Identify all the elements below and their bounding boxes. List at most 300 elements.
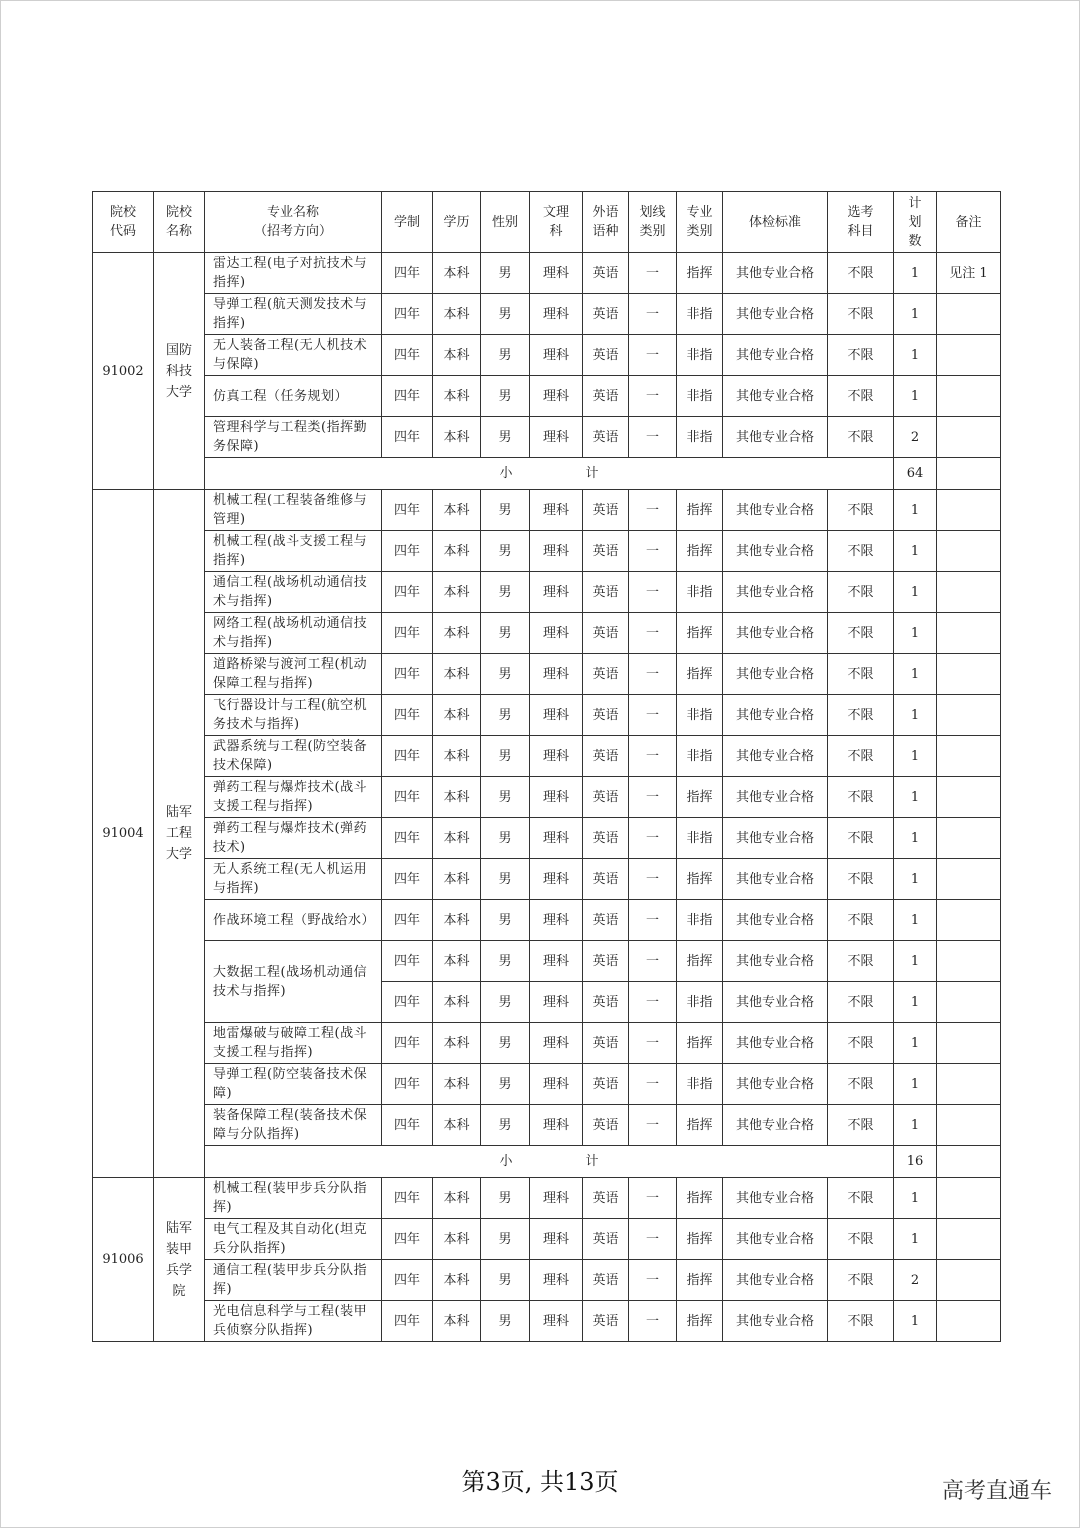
track-cell: 理科 [530, 1219, 583, 1260]
duration-cell: 四年 [382, 490, 433, 531]
plan-cell: 1 [894, 1064, 937, 1105]
school-name-line: 大学 [165, 847, 192, 862]
language-cell: 英语 [583, 253, 629, 294]
line-cell: 一 [629, 1064, 677, 1105]
table-row [93, 695, 1001, 736]
header-subject: 选考 科目 [828, 192, 894, 253]
table-row [93, 253, 1001, 294]
subject-cell: 不限 [828, 1064, 894, 1105]
plan-cell: 2 [894, 417, 937, 458]
table-row [93, 1260, 1001, 1301]
remark-cell [937, 376, 1001, 417]
subtotal-label-char: 计 [585, 466, 599, 481]
track-cell: 理科 [530, 777, 583, 818]
plan-cell: 1 [894, 1178, 937, 1219]
degree-cell: 本科 [433, 490, 481, 531]
degree-cell: 本科 [433, 900, 481, 941]
header-line: 划线 类别 [629, 192, 677, 253]
line-cell: 一 [629, 531, 677, 572]
remark-cell: 见注 1 [937, 253, 1001, 294]
physical-cell: 其他专业合格 [723, 1219, 828, 1260]
major-cell: 机械工程(装甲步兵分队指挥) [205, 1178, 382, 1219]
physical-cell: 其他专业合格 [723, 1178, 828, 1219]
gender-cell: 男 [481, 1301, 530, 1342]
gender-cell: 男 [481, 376, 530, 417]
plan-cell: 1 [894, 613, 937, 654]
physical-cell: 其他专业合格 [723, 900, 828, 941]
school-name-line: 陆军 [165, 1220, 192, 1236]
track-cell: 理科 [530, 1064, 583, 1105]
duration-cell: 四年 [382, 613, 433, 654]
remark-cell [937, 490, 1001, 531]
gender-cell: 男 [481, 900, 530, 941]
degree-cell: 本科 [433, 572, 481, 613]
language-cell: 英语 [583, 736, 629, 777]
degree-cell: 本科 [433, 294, 481, 335]
table-row [93, 859, 1001, 900]
category-cell: 指挥 [677, 1219, 723, 1260]
remark-cell [937, 1260, 1001, 1301]
plan-cell: 1 [894, 531, 937, 572]
physical-cell: 其他专业合格 [723, 777, 828, 818]
category-cell: 指挥 [677, 1301, 723, 1342]
line-cell: 一 [629, 294, 677, 335]
line-cell: 一 [629, 253, 677, 294]
degree-cell: 本科 [433, 531, 481, 572]
subject-cell: 不限 [828, 531, 894, 572]
major-cell: 雷达工程(电子对抗技术与指挥) [205, 253, 382, 294]
gender-cell: 男 [481, 253, 530, 294]
table-row [93, 900, 1001, 941]
category-cell: 非指 [677, 695, 723, 736]
table-row [93, 654, 1001, 695]
duration-cell: 四年 [382, 1105, 433, 1146]
school-name-cell [154, 253, 205, 490]
header-gender: 性别 [481, 192, 530, 253]
language-cell: 英语 [583, 818, 629, 859]
subject-cell: 不限 [828, 900, 894, 941]
physical-cell: 其他专业合格 [723, 1023, 828, 1064]
gender-cell: 男 [481, 1260, 530, 1301]
physical-cell: 其他专业合格 [723, 1260, 828, 1301]
language-cell: 英语 [583, 572, 629, 613]
remark-cell [937, 572, 1001, 613]
category-cell: 指挥 [677, 253, 723, 294]
school-name-line: 兵学 [165, 1262, 192, 1278]
subject-cell: 不限 [828, 572, 894, 613]
subject-cell: 不限 [828, 818, 894, 859]
physical-cell: 其他专业合格 [723, 736, 828, 777]
header-school-name: 院校 名称 [154, 192, 205, 253]
language-cell: 英语 [583, 695, 629, 736]
duration-cell: 四年 [382, 1064, 433, 1105]
major-cell: 网络工程(战场机动通信技术与指挥) [205, 613, 382, 654]
physical-cell: 其他专业合格 [723, 859, 828, 900]
track-cell: 理科 [530, 572, 583, 613]
category-cell: 指挥 [677, 1178, 723, 1219]
remark-cell [937, 1064, 1001, 1105]
degree-cell: 本科 [433, 253, 481, 294]
remark-cell [937, 1105, 1001, 1146]
table-row [93, 1023, 1001, 1064]
plan-cell: 1 [894, 376, 937, 417]
physical-cell: 其他专业合格 [723, 1064, 828, 1105]
duration-cell: 四年 [382, 900, 433, 941]
gender-cell: 男 [481, 1219, 530, 1260]
school-name-cell [154, 490, 205, 1178]
table-row [93, 777, 1001, 818]
plan-cell: 1 [894, 1023, 937, 1064]
plan-cell: 1 [894, 777, 937, 818]
plan-cell: 1 [894, 1301, 937, 1342]
header-plan: 计 划 数 [894, 192, 937, 253]
subject-cell: 不限 [828, 1178, 894, 1219]
remark-cell [937, 736, 1001, 777]
physical-cell: 其他专业合格 [723, 490, 828, 531]
major-cell: 道路桥梁与渡河工程(机动保障工程与指挥) [205, 654, 382, 695]
remark-cell [937, 1219, 1001, 1260]
header-degree: 学历 [433, 192, 481, 253]
subject-cell: 不限 [828, 417, 894, 458]
gender-cell: 男 [481, 1105, 530, 1146]
table-row [93, 941, 1001, 982]
subject-cell: 不限 [828, 859, 894, 900]
subtotal-row [93, 1146, 1001, 1178]
degree-cell: 本科 [433, 1260, 481, 1301]
plan-cell: 1 [894, 335, 937, 376]
line-cell: 一 [629, 900, 677, 941]
subject-cell: 不限 [828, 376, 894, 417]
plan-cell: 1 [894, 736, 937, 777]
duration-cell: 四年 [382, 818, 433, 859]
plan-cell: 1 [894, 572, 937, 613]
physical-cell: 其他专业合格 [723, 253, 828, 294]
degree-cell: 本科 [433, 654, 481, 695]
line-cell: 一 [629, 490, 677, 531]
track-cell: 理科 [530, 531, 583, 572]
table-row [93, 1064, 1001, 1105]
remark-cell [937, 900, 1001, 941]
header-category: 专业 类别 [677, 192, 723, 253]
gender-cell: 男 [481, 818, 530, 859]
language-cell: 英语 [583, 335, 629, 376]
duration-cell: 四年 [382, 294, 433, 335]
language-cell: 英语 [583, 490, 629, 531]
line-cell: 一 [629, 736, 677, 777]
track-cell: 理科 [530, 613, 583, 654]
physical-cell: 其他专业合格 [723, 294, 828, 335]
gender-cell: 男 [481, 294, 530, 335]
major-cell: 机械工程(工程装备维修与管理) [205, 490, 382, 531]
subject-cell: 不限 [828, 1219, 894, 1260]
table-row [93, 417, 1001, 458]
school-name-line: 大学 [165, 384, 192, 400]
subject-cell: 不限 [828, 736, 894, 777]
track-cell: 理科 [530, 417, 583, 458]
category-cell: 指挥 [677, 777, 723, 818]
category-cell: 指挥 [677, 1023, 723, 1064]
gender-cell: 男 [481, 417, 530, 458]
subtotal-label [205, 1146, 894, 1178]
school-code-cell: 91006 [93, 1178, 154, 1342]
table-row [93, 294, 1001, 335]
duration-cell: 四年 [382, 572, 433, 613]
gender-cell: 男 [481, 1023, 530, 1064]
category-cell: 非指 [677, 982, 723, 1023]
subject-cell: 不限 [828, 335, 894, 376]
physical-cell: 其他专业合格 [723, 1301, 828, 1342]
remark-cell [937, 777, 1001, 818]
duration-cell: 四年 [382, 982, 433, 1023]
physical-cell: 其他专业合格 [723, 417, 828, 458]
track-cell: 理科 [530, 294, 583, 335]
remark-cell [937, 654, 1001, 695]
category-cell: 非指 [677, 736, 723, 777]
track-cell: 理科 [530, 654, 583, 695]
track-cell: 理科 [530, 859, 583, 900]
gender-cell: 男 [481, 531, 530, 572]
header-major: 专业名称 （招考方向） [205, 192, 382, 253]
subject-cell: 不限 [828, 1301, 894, 1342]
duration-cell: 四年 [382, 1219, 433, 1260]
category-cell: 非指 [677, 818, 723, 859]
subject-cell: 不限 [828, 294, 894, 335]
subject-cell: 不限 [828, 982, 894, 1023]
language-cell: 英语 [583, 376, 629, 417]
gender-cell: 男 [481, 941, 530, 982]
category-cell: 指挥 [677, 531, 723, 572]
category-cell: 指挥 [677, 490, 723, 531]
duration-cell: 四年 [382, 417, 433, 458]
language-cell: 英语 [583, 1105, 629, 1146]
gender-cell: 男 [481, 654, 530, 695]
gender-cell: 男 [481, 335, 530, 376]
school-name-line: 科技 [165, 363, 192, 379]
gender-cell: 男 [481, 1178, 530, 1219]
major-cell: 作战环境工程（野战给水） [205, 900, 382, 941]
duration-cell: 四年 [382, 859, 433, 900]
school-name-cell [154, 1178, 205, 1342]
degree-cell: 本科 [433, 1301, 481, 1342]
duration-cell: 四年 [382, 376, 433, 417]
category-cell: 指挥 [677, 613, 723, 654]
language-cell: 英语 [583, 1064, 629, 1105]
remark-cell [937, 1023, 1001, 1064]
header-remark: 备注 [937, 192, 1001, 253]
plan-cell: 1 [894, 1219, 937, 1260]
major-cell: 大数据工程(战场机动通信技术与指挥) [205, 941, 382, 1023]
remark-cell [937, 613, 1001, 654]
duration-cell: 四年 [382, 335, 433, 376]
duration-cell: 四年 [382, 654, 433, 695]
plan-cell: 1 [894, 253, 937, 294]
line-cell: 一 [629, 818, 677, 859]
category-cell: 指挥 [677, 1260, 723, 1301]
track-cell: 理科 [530, 1301, 583, 1342]
major-cell: 管理科学与工程类(指挥勤务保障) [205, 417, 382, 458]
track-cell: 理科 [530, 736, 583, 777]
line-cell: 一 [629, 1301, 677, 1342]
category-cell: 指挥 [677, 941, 723, 982]
language-cell: 英语 [583, 900, 629, 941]
gender-cell: 男 [481, 1064, 530, 1105]
degree-cell: 本科 [433, 1064, 481, 1105]
degree-cell: 本科 [433, 417, 481, 458]
plan-cell: 1 [894, 900, 937, 941]
major-cell: 电气工程及其自动化(坦克兵分队指挥) [205, 1219, 382, 1260]
duration-cell: 四年 [382, 1178, 433, 1219]
line-cell: 一 [629, 335, 677, 376]
language-cell: 英语 [583, 1023, 629, 1064]
major-cell: 地雷爆破与破障工程(战斗支援工程与指挥) [205, 1023, 382, 1064]
header-track: 文理 科 [530, 192, 583, 253]
duration-cell: 四年 [382, 941, 433, 982]
physical-cell: 其他专业合格 [723, 982, 828, 1023]
category-cell: 非指 [677, 376, 723, 417]
track-cell: 理科 [530, 1178, 583, 1219]
language-cell: 英语 [583, 294, 629, 335]
language-cell: 英语 [583, 417, 629, 458]
watermark: 高考直通车 [941, 1479, 1052, 1504]
table-body [93, 253, 1001, 1342]
subtotal-row [93, 458, 1001, 490]
language-cell: 英语 [583, 941, 629, 982]
subtotal-label-char: 计 [585, 1154, 599, 1169]
remark-cell [937, 859, 1001, 900]
remark-cell [937, 982, 1001, 1023]
header-school-code: 院校 代码 [93, 192, 154, 253]
line-cell: 一 [629, 777, 677, 818]
category-cell: 非指 [677, 900, 723, 941]
degree-cell: 本科 [433, 1219, 481, 1260]
subtotal-remark [937, 1146, 1001, 1178]
physical-cell: 其他专业合格 [723, 613, 828, 654]
degree-cell: 本科 [433, 613, 481, 654]
header-language: 外语 语种 [583, 192, 629, 253]
table-row [93, 490, 1001, 531]
gender-cell: 男 [481, 777, 530, 818]
language-cell: 英语 [583, 1178, 629, 1219]
category-cell: 非指 [677, 294, 723, 335]
physical-cell: 其他专业合格 [723, 531, 828, 572]
plan-cell: 2 [894, 1260, 937, 1301]
major-cell: 导弹工程(防空装备技术保障) [205, 1064, 382, 1105]
gender-cell: 男 [481, 572, 530, 613]
degree-cell: 本科 [433, 1178, 481, 1219]
physical-cell: 其他专业合格 [723, 818, 828, 859]
subtotal-value: 16 [894, 1146, 937, 1178]
major-cell: 飞行器设计与工程(航空机务技术与指挥) [205, 695, 382, 736]
track-cell: 理科 [530, 941, 583, 982]
physical-cell: 其他专业合格 [723, 572, 828, 613]
gender-cell: 男 [481, 982, 530, 1023]
subject-cell: 不限 [828, 941, 894, 982]
line-cell: 一 [629, 376, 677, 417]
remark-cell [937, 417, 1001, 458]
plan-cell: 1 [894, 654, 937, 695]
subtotal-label-char: 小 [499, 466, 513, 481]
gender-cell: 男 [481, 695, 530, 736]
degree-cell: 本科 [433, 695, 481, 736]
subject-cell: 不限 [828, 777, 894, 818]
major-cell: 光电信息科学与工程(装甲兵侦察分队指挥) [205, 1301, 382, 1342]
remark-cell [937, 1178, 1001, 1219]
duration-cell: 四年 [382, 777, 433, 818]
gender-cell: 男 [481, 490, 530, 531]
table-row [93, 376, 1001, 417]
degree-cell: 本科 [433, 376, 481, 417]
line-cell: 一 [629, 613, 677, 654]
major-cell: 仿真工程（任务规划） [205, 376, 382, 417]
header-duration: 学制 [382, 192, 433, 253]
degree-cell: 本科 [433, 818, 481, 859]
subject-cell: 不限 [828, 1023, 894, 1064]
remark-cell [937, 1301, 1001, 1342]
category-cell: 指挥 [677, 1105, 723, 1146]
school-name-line: 国防 [165, 342, 192, 358]
subtotal-label [205, 458, 894, 490]
track-cell: 理科 [530, 490, 583, 531]
category-cell: 非指 [677, 572, 723, 613]
subtotal-label-char: 小 [499, 1154, 513, 1169]
table-row [93, 1178, 1001, 1219]
table-header [93, 192, 1001, 253]
language-cell: 英语 [583, 777, 629, 818]
school-name-line: 装甲 [165, 1241, 192, 1257]
degree-cell: 本科 [433, 777, 481, 818]
table-row [93, 736, 1001, 777]
track-cell: 理科 [530, 253, 583, 294]
line-cell: 一 [629, 1260, 677, 1301]
header-physical: 体检标准 [723, 192, 828, 253]
category-cell: 非指 [677, 417, 723, 458]
degree-cell: 本科 [433, 982, 481, 1023]
track-cell: 理科 [530, 695, 583, 736]
subject-cell: 不限 [828, 253, 894, 294]
school-name-line: 陆军 [165, 805, 192, 820]
track-cell: 理科 [530, 1105, 583, 1146]
category-cell: 非指 [677, 335, 723, 376]
school-name-line: 工程 [165, 826, 192, 841]
major-cell: 无人装备工程(无人机技术与保障) [205, 335, 382, 376]
admission-plan-table [92, 191, 1001, 1342]
remark-cell [937, 818, 1001, 859]
page-number: 第3页, 共13页 [461, 1468, 619, 1496]
line-cell: 一 [629, 654, 677, 695]
subtotal-value: 64 [894, 458, 937, 490]
duration-cell: 四年 [382, 1023, 433, 1064]
remark-cell [937, 335, 1001, 376]
line-cell: 一 [629, 1178, 677, 1219]
line-cell: 一 [629, 417, 677, 458]
line-cell: 一 [629, 1105, 677, 1146]
table-row [93, 1301, 1001, 1342]
degree-cell: 本科 [433, 941, 481, 982]
major-cell: 导弹工程(航天测发技术与指挥) [205, 294, 382, 335]
degree-cell: 本科 [433, 859, 481, 900]
physical-cell: 其他专业合格 [723, 376, 828, 417]
duration-cell: 四年 [382, 695, 433, 736]
gender-cell: 男 [481, 859, 530, 900]
language-cell: 英语 [583, 859, 629, 900]
major-cell: 装备保障工程(装备技术保障与分队指挥) [205, 1105, 382, 1146]
table-row [93, 572, 1001, 613]
table-row [93, 335, 1001, 376]
track-cell: 理科 [530, 818, 583, 859]
plan-cell: 1 [894, 982, 937, 1023]
language-cell: 英语 [583, 531, 629, 572]
line-cell: 一 [629, 982, 677, 1023]
